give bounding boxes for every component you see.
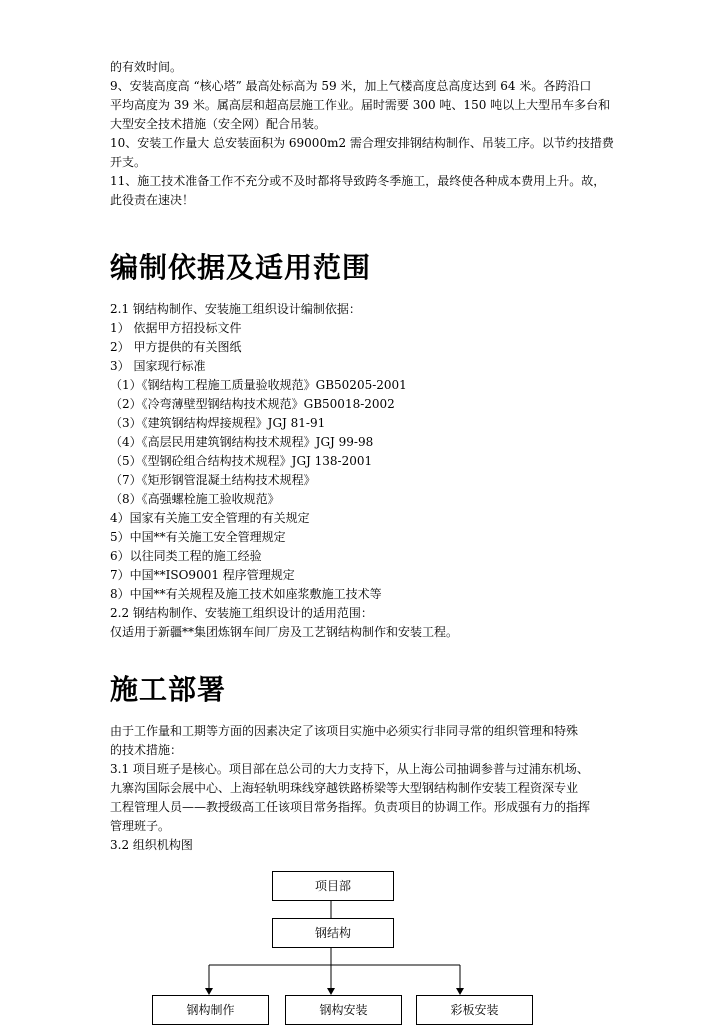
document-body [110, 58, 620, 855]
arrow-head-icon [456, 988, 464, 995]
text-line: 2.2 钢结构制作、安装施工组织设计的适用范围： [110, 606, 373, 620]
text-line: 2） 甲方提供的有关图纸 [110, 340, 242, 354]
text-line: 4）国家有关施工安全管理的有关规定 [110, 511, 310, 525]
org-node-fabrication: 钢构制作 [152, 995, 269, 1025]
text-line: 九寨沟国际会展中心、上海轻轨明珠线穿越铁路桥梁等大型钢结构制作安装工程资深专业 [110, 781, 579, 795]
text-line: 9、安装高度高 “核心塔” 最高处标高为 59 米，加上气楼高度总高度达到 64 米。各跨沿口 [110, 79, 592, 93]
section-heading-deployment: 施工部署 [110, 673, 227, 706]
deployment-block [110, 722, 620, 855]
text-line: 8）中国**有关规程及施工技术如座浆敷施工技术等 [110, 587, 382, 601]
text-line: 3） 国家现行标准 [110, 359, 206, 373]
text-line: （5）《型钢砼组合结构技术规程》JGJ 138-2001 [110, 454, 373, 468]
text-line: （4）《高层民用建筑钢结构技术规程》JGJ 99-98 [110, 435, 374, 449]
text-line: 仅适用于新疆**集团炼钢车间厂房及工艺钢结构制作和安装工程。 [110, 625, 459, 639]
text-line: 5）中国**有关施工安全管理规定 [110, 530, 286, 544]
text-line: 管理班子。 [110, 819, 171, 833]
org-node-project-dept: 项目部 [272, 871, 394, 901]
text-line: 3.2 组织机构图 [110, 838, 193, 852]
org-node-installation: 钢构安装 [285, 995, 402, 1025]
text-line: 大型安全技术措施（安全网）配合吊装。 [110, 117, 327, 131]
org-node-color-panel: 彩板安装 [416, 995, 533, 1025]
section-heading-basis: 编制依据及适用范围 [110, 251, 372, 284]
text-line: 2.1 钢结构制作、安装施工组织设计编制依据： [110, 302, 361, 316]
text-line: （2）《冷弯薄壁型钢结构技术规范》GB50018-2002 [110, 397, 395, 411]
arrow-head-icon [327, 988, 335, 995]
text-line: 由于工作量和工期等方面的因素决定了该项目实施中必须实行非同寻常的组织管理和特殊 [110, 724, 579, 738]
text-line: 7）中国**ISO9001 程序管理规定 [110, 568, 295, 582]
text-line: 工程管理人员——教授级高工任该项目常务指挥。负责项目的协调工作。形成强有力的指挥 [110, 800, 591, 814]
text-line: 的有效时间。 [110, 60, 183, 74]
text-line: 此役责在速决！ [110, 193, 195, 207]
intro-block [110, 58, 620, 210]
text-line: 3.1 项目班子是核心。项目部在总公司的大力支持下，从上海公司抽调参普与过浦东机场、 [110, 762, 589, 776]
text-line: （8）《高强螺栓施工验收规范》 [110, 492, 280, 506]
text-line: 开支。 [110, 155, 147, 169]
text-line: 平均高度为 39 米。属高层和超高层施工作业。届时需要 300 吨、150 吨以上大型吊车多台和 [110, 98, 611, 112]
text-line: 6）以往同类工程的施工经验 [110, 549, 262, 563]
text-line: 1） 依据甲方招投标文件 [110, 321, 242, 335]
text-line: （1）《钢结构工程施工质量验收规范》GB50205-2001 [110, 378, 407, 392]
arrow-head-icon [205, 988, 213, 995]
org-node-steel-structure: 钢结构 [272, 918, 394, 948]
text-line: （3）《建筑钢结构焊接规程》JGJ 81-91 [110, 416, 326, 430]
basis-block [110, 300, 620, 642]
text-line: 的技术措施： [110, 743, 183, 757]
text-line: 11、施工技术准备工作不充分或不及时都将导致跨冬季施工，最终使各种成本费用上升。故， [110, 174, 606, 188]
text-line: 10、安装工作量大 总安装面积为 69000m2 需合理安排钢结构制作、吊装工序。以节约技措费 [110, 136, 614, 150]
text-line: （7）《矩形钢管混凝土结构技术规程》 [110, 473, 316, 487]
